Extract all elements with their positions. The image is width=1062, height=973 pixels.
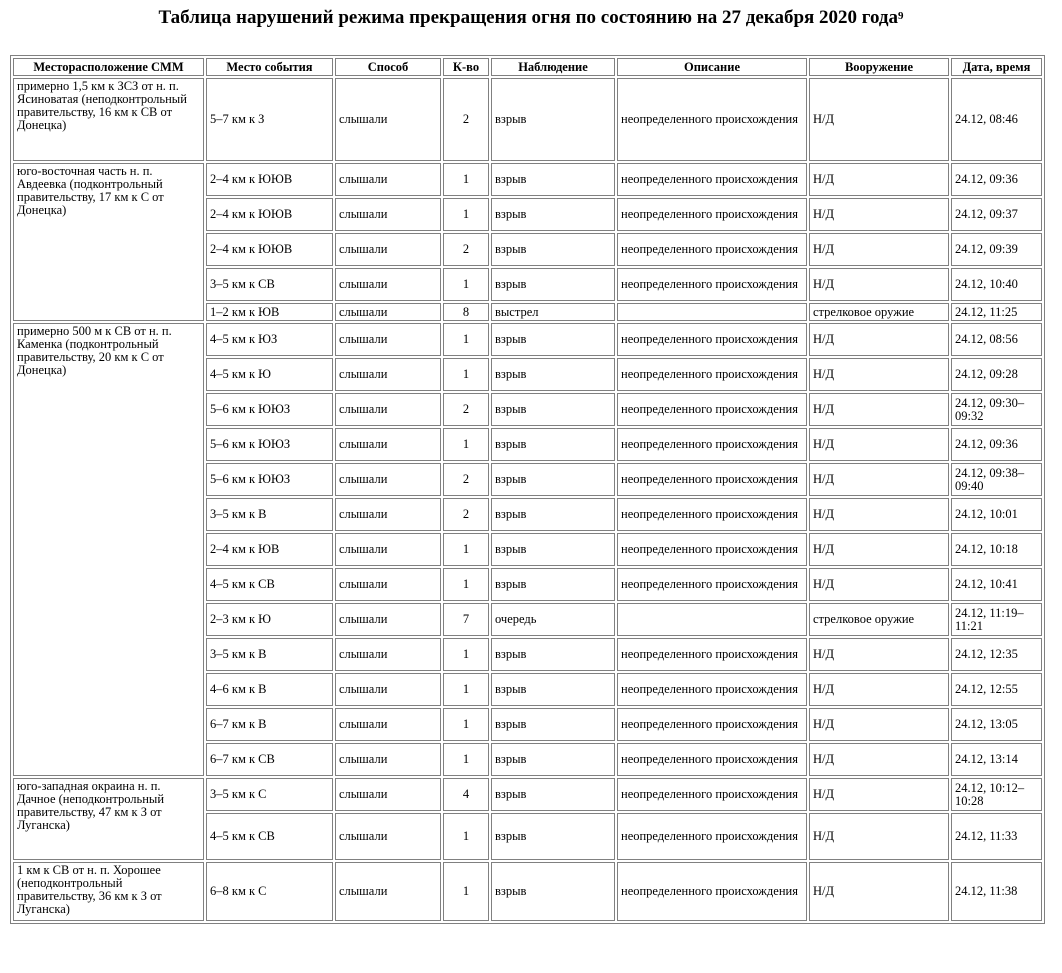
method-cell: слышали [335,323,441,356]
smm-location-cell: примерно 500 м к СВ от н. п. Каменка (подконтрольный правительству, 20 км к С от Донецка) [13,323,204,776]
description-cell [617,603,807,636]
smm-location-cell: 1 км к СВ от н. п. Хорошее (неподконтрольный правительству, 36 км к З от Луганска) [13,862,204,921]
observation-cell: взрыв [491,358,615,391]
event-place-cell: 4–5 км к ЮЗ [206,323,333,356]
method-cell: слышали [335,673,441,706]
observation-cell: взрыв [491,498,615,531]
table-row [13,323,1042,356]
observation-cell: взрыв [491,323,615,356]
weapon-cell: Н/Д [809,568,949,601]
footnote-marker: 9 [898,10,904,22]
description-cell: неопределенного происхождения [617,568,807,601]
count-cell: 1 [443,533,489,566]
event-place-cell: 2–4 км к ЮЮВ [206,198,333,231]
table-body [13,78,1042,921]
column-header: Дата, время [951,58,1042,76]
observation-cell: взрыв [491,743,615,776]
count-cell: 1 [443,568,489,601]
method-cell: слышали [335,303,441,321]
datetime-cell: 24.12, 12:35 [951,638,1042,671]
datetime-cell: 24.12, 10:18 [951,533,1042,566]
weapon-cell: Н/Д [809,268,949,301]
observation-cell: взрыв [491,638,615,671]
weapon-cell: Н/Д [809,708,949,741]
event-place-cell: 6–7 км к В [206,708,333,741]
method-cell: слышали [335,533,441,566]
method-cell: слышали [335,463,441,496]
count-cell: 1 [443,813,489,860]
datetime-cell: 24.12, 08:46 [951,78,1042,161]
weapon-cell: Н/Д [809,743,949,776]
weapon-cell: Н/Д [809,862,949,921]
weapon-cell: Н/Д [809,463,949,496]
weapon-cell: Н/Д [809,638,949,671]
datetime-cell: 24.12, 10:40 [951,268,1042,301]
column-header: Место события [206,58,333,76]
datetime-cell: 24.12, 13:05 [951,708,1042,741]
weapon-cell: Н/Д [809,673,949,706]
event-place-cell: 4–5 км к СВ [206,813,333,860]
observation-cell: очередь [491,603,615,636]
datetime-cell: 24.12, 09:36 [951,428,1042,461]
page-title [0,6,1062,36]
weapon-cell: Н/Д [809,813,949,860]
event-place-cell: 5–6 км к ЮЮЗ [206,393,333,426]
count-cell: 1 [443,428,489,461]
datetime-cell: 24.12, 10:01 [951,498,1042,531]
count-cell: 1 [443,638,489,671]
description-cell: неопределенного происхождения [617,233,807,266]
count-cell: 1 [443,323,489,356]
description-cell: неопределенного происхождения [617,268,807,301]
observation-cell: взрыв [491,673,615,706]
datetime-cell: 24.12, 10:12–10:28 [951,778,1042,811]
datetime-cell: 24.12, 12:55 [951,673,1042,706]
event-place-cell: 2–4 км к ЮЮВ [206,163,333,196]
event-place-cell: 3–5 км к В [206,638,333,671]
datetime-cell: 24.12, 09:30–09:32 [951,393,1042,426]
method-cell: слышали [335,268,441,301]
description-cell: неопределенного происхождения [617,428,807,461]
title-text: Таблица нарушений режима прекращения огня по состоянию на 27 декабря 2020 года [158,7,899,28]
count-cell: 2 [443,78,489,161]
weapon-cell: Н/Д [809,198,949,231]
description-cell: неопределенного происхождения [617,673,807,706]
description-cell: неопределенного происхождения [617,638,807,671]
weapon-cell: Н/Д [809,533,949,566]
weapon-cell: Н/Д [809,163,949,196]
count-cell: 1 [443,862,489,921]
observation-cell: взрыв [491,198,615,231]
event-place-cell: 4–5 км к Ю [206,358,333,391]
count-cell: 2 [443,463,489,496]
weapon-cell: Н/Д [809,428,949,461]
description-cell: неопределенного происхождения [617,163,807,196]
observation-cell: взрыв [491,813,615,860]
table-header-row [13,58,1042,76]
method-cell: слышали [335,233,441,266]
description-cell: неопределенного происхождения [617,813,807,860]
event-place-cell: 2–4 км к ЮВ [206,533,333,566]
weapon-cell: Н/Д [809,393,949,426]
event-place-cell: 5–7 км к З [206,78,333,161]
datetime-cell: 24.12, 11:25 [951,303,1042,321]
datetime-cell: 24.12, 11:19–11:21 [951,603,1042,636]
weapon-cell: Н/Д [809,78,949,161]
datetime-cell: 24.12, 11:33 [951,813,1042,860]
observation-cell: взрыв [491,778,615,811]
method-cell: слышали [335,638,441,671]
datetime-cell: 24.12, 11:38 [951,862,1042,921]
weapon-cell: Н/Д [809,358,949,391]
table-row [13,78,1042,161]
method-cell: слышали [335,778,441,811]
method-cell: слышали [335,78,441,161]
ceasefire-violations-table [10,55,1045,924]
datetime-cell: 24.12, 09:36 [951,163,1042,196]
event-place-cell: 4–5 км к СВ [206,568,333,601]
observation-cell: взрыв [491,533,615,566]
count-cell: 2 [443,498,489,531]
count-cell: 1 [443,708,489,741]
observation-cell: взрыв [491,163,615,196]
observation-cell: взрыв [491,708,615,741]
observation-cell: взрыв [491,233,615,266]
description-cell [617,303,807,321]
method-cell: слышали [335,708,441,741]
description-cell: неопределенного происхождения [617,463,807,496]
method-cell: слышали [335,568,441,601]
count-cell: 2 [443,233,489,266]
event-place-cell: 6–7 км к СВ [206,743,333,776]
column-header: Вооружение [809,58,949,76]
event-place-cell: 2–4 км к ЮЮВ [206,233,333,266]
weapon-cell: Н/Д [809,323,949,356]
observation-cell: выстрел [491,303,615,321]
description-cell: неопределенного происхождения [617,393,807,426]
event-place-cell: 1–2 км к ЮВ [206,303,333,321]
description-cell: неопределенного происхождения [617,743,807,776]
method-cell: слышали [335,198,441,231]
count-cell: 1 [443,198,489,231]
count-cell: 8 [443,303,489,321]
weapon-cell: стрелковое оружие [809,303,949,321]
description-cell: неопределенного происхождения [617,862,807,921]
smm-location-cell: юго-восточная часть н. п. Авдеевка (подконтрольный правительству, 17 км к С от Донецка) [13,163,204,321]
observation-cell: взрыв [491,428,615,461]
count-cell: 1 [443,163,489,196]
event-place-cell: 3–5 км к В [206,498,333,531]
datetime-cell: 24.12, 09:28 [951,358,1042,391]
observation-cell: взрыв [491,568,615,601]
smm-location-cell: примерно 1,5 км к ЗСЗ от н. п. Ясиноватая (неподконтрольный правительству, 16 км к СВ от Донецка) [13,78,204,161]
count-cell: 1 [443,743,489,776]
datetime-cell: 24.12, 10:41 [951,568,1042,601]
method-cell: слышали [335,428,441,461]
weapon-cell: Н/Д [809,233,949,266]
description-cell: неопределенного происхождения [617,78,807,161]
description-cell: неопределенного происхождения [617,778,807,811]
event-place-cell: 5–6 км к ЮЮЗ [206,428,333,461]
table-row [13,163,1042,196]
description-cell: неопределенного происхождения [617,708,807,741]
datetime-cell: 24.12, 13:14 [951,743,1042,776]
weapon-cell: Н/Д [809,498,949,531]
count-cell: 1 [443,268,489,301]
description-cell: неопределенного происхождения [617,498,807,531]
description-cell: неопределенного происхождения [617,358,807,391]
method-cell: слышали [335,358,441,391]
count-cell: 1 [443,358,489,391]
smm-location-cell: юго-западная окраина н. п. Дачное (неподконтрольный правительству, 47 км к З от Луганска) [13,778,204,860]
description-cell: неопределенного происхождения [617,323,807,356]
count-cell: 4 [443,778,489,811]
count-cell: 7 [443,603,489,636]
datetime-cell: 24.12, 09:37 [951,198,1042,231]
table-row [13,778,1042,811]
column-header: Наблюдение [491,58,615,76]
observation-cell: взрыв [491,268,615,301]
observation-cell: взрыв [491,393,615,426]
description-cell: неопределенного происхождения [617,198,807,231]
count-cell: 1 [443,673,489,706]
table-row [13,862,1042,921]
datetime-cell: 24.12, 08:56 [951,323,1042,356]
description-cell: неопределенного происхождения [617,533,807,566]
event-place-cell: 3–5 км к С [206,778,333,811]
method-cell: слышали [335,862,441,921]
column-header: Описание [617,58,807,76]
column-header: Месторасположение СММ [13,58,204,76]
method-cell: слышали [335,393,441,426]
event-place-cell: 3–5 км к СВ [206,268,333,301]
column-header: К-во [443,58,489,76]
method-cell: слышали [335,163,441,196]
event-place-cell: 2–3 км к Ю [206,603,333,636]
column-header: Способ [335,58,441,76]
count-cell: 2 [443,393,489,426]
datetime-cell: 24.12, 09:38–09:40 [951,463,1042,496]
observation-cell: взрыв [491,862,615,921]
method-cell: слышали [335,813,441,860]
method-cell: слышали [335,743,441,776]
datetime-cell: 24.12, 09:39 [951,233,1042,266]
observation-cell: взрыв [491,78,615,161]
event-place-cell: 5–6 км к ЮЮЗ [206,463,333,496]
weapon-cell: Н/Д [809,778,949,811]
event-place-cell: 6–8 км к С [206,862,333,921]
observation-cell: взрыв [491,463,615,496]
method-cell: слышали [335,603,441,636]
event-place-cell: 4–6 км к В [206,673,333,706]
weapon-cell: стрелковое оружие [809,603,949,636]
method-cell: слышали [335,498,441,531]
